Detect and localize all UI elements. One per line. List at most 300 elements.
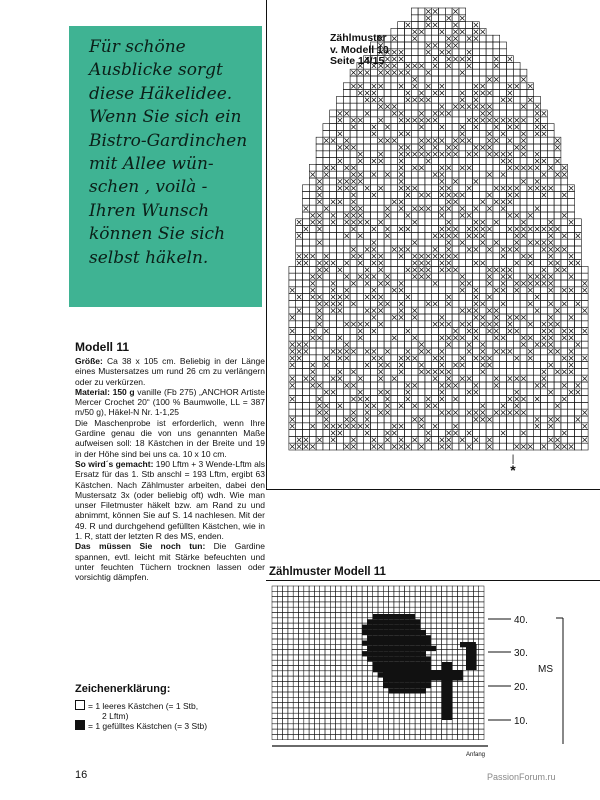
chart11-cell <box>463 586 468 591</box>
chart11-cell <box>468 634 473 639</box>
chart10-cross-mark <box>460 138 464 142</box>
chart10-cell <box>473 239 480 246</box>
chart10-cross-mark <box>474 438 478 442</box>
chart10-cell <box>357 226 364 233</box>
chart10-cross-mark <box>331 213 335 217</box>
chart10-cell <box>500 416 507 423</box>
chart10-cell <box>466 28 473 35</box>
chart10-cross-mark <box>555 404 559 408</box>
chart11-cell <box>320 597 325 602</box>
chart10-cross-mark <box>338 268 342 272</box>
chart10-cross-mark <box>487 152 491 156</box>
chart10-cell <box>568 321 575 328</box>
chart10-cross-mark <box>474 302 478 306</box>
chart10-cross-mark <box>494 376 498 380</box>
chart10-cross-mark <box>453 227 457 231</box>
chart10-cell <box>534 328 541 335</box>
chart10-cell <box>432 409 439 416</box>
chart10-cross-mark <box>406 383 410 387</box>
chart10-cell <box>466 96 473 103</box>
chart10-cell <box>452 117 459 124</box>
chart10-cross-mark <box>358 91 362 95</box>
chart11-cell <box>468 613 473 618</box>
chart10-cell <box>323 219 330 226</box>
chart10-cross-mark <box>290 356 294 360</box>
chart10-cell <box>547 355 554 362</box>
chart10-cell <box>459 219 466 226</box>
chart11-cell <box>463 703 468 708</box>
chart10-cell <box>377 334 384 341</box>
chart11-cell <box>336 713 341 718</box>
chart10-cell <box>371 110 378 117</box>
chart10-cell <box>527 368 534 375</box>
chart10-cross-mark <box>528 336 532 340</box>
chart10-cell <box>357 185 364 192</box>
chart10-cell <box>581 348 588 355</box>
chart10-cross-mark <box>379 356 383 360</box>
chart11-cell <box>336 613 341 618</box>
chart10-cell <box>398 382 405 389</box>
chart10-cross-mark <box>474 23 478 27</box>
chart10-cell <box>296 321 303 328</box>
chart10-cell <box>303 409 310 416</box>
chart10-cell <box>337 239 344 246</box>
intro-line: Ausblicke sorgt <box>89 60 223 81</box>
chart10-cross-mark <box>358 261 362 265</box>
chart10-cell <box>493 110 500 117</box>
chart10-cell <box>418 307 425 314</box>
chart10-cell <box>411 300 418 307</box>
chart10-cell <box>507 294 514 301</box>
chart11-cell <box>399 729 404 734</box>
chart10-cell <box>459 341 466 348</box>
chart11-cell <box>325 597 330 602</box>
chart10-cell <box>405 171 412 178</box>
chart10-cell <box>459 409 466 416</box>
chart11-cell <box>330 660 335 665</box>
chart10-cell <box>371 103 378 110</box>
chart11-cell <box>394 703 399 708</box>
chart10-cell <box>343 96 350 103</box>
chart11-cell <box>283 681 288 686</box>
chart10-cell <box>568 416 575 423</box>
chart11-cell <box>473 628 478 633</box>
chart10-cell <box>364 164 371 171</box>
chart10-cell <box>513 362 520 369</box>
chart10-cell <box>527 205 534 212</box>
chart11-cell <box>293 724 298 729</box>
chart11-cell <box>367 666 372 671</box>
chart10-cross-mark <box>447 186 451 190</box>
chart10-cross-mark <box>351 206 355 210</box>
chart11-cell <box>431 692 436 697</box>
chart11-cell <box>314 692 319 697</box>
chart10-cross-mark <box>433 322 437 326</box>
chart10-cell <box>316 280 323 287</box>
chart10-cell <box>384 192 391 199</box>
chart10-cell <box>371 219 378 226</box>
chart11-cell <box>373 729 378 734</box>
chart10-cell <box>439 22 446 29</box>
chart10-cell <box>479 334 486 341</box>
chart10-cell <box>541 232 548 239</box>
chart10-cross-mark <box>515 390 519 394</box>
chart10-cell <box>479 396 486 403</box>
chart10-cross-mark <box>399 363 403 367</box>
chart10-cross-mark <box>447 295 451 299</box>
chart10-cell <box>513 266 520 273</box>
chart10-cell <box>303 273 310 280</box>
chart11-cell <box>293 708 298 713</box>
chart10-cell <box>343 83 350 90</box>
chart10-cell <box>316 443 323 450</box>
chart11-cell <box>420 613 425 618</box>
chart11-cell <box>394 591 399 596</box>
chart10-cell <box>534 321 541 328</box>
chart10-cell <box>473 253 480 260</box>
chart11-cell <box>346 602 351 607</box>
chart10-cell <box>330 368 337 375</box>
chart10-cell <box>473 56 480 63</box>
chart10-cross-mark <box>304 444 308 448</box>
chart10-cell <box>445 423 452 430</box>
chart10-cell <box>337 382 344 389</box>
chart10-cross-mark <box>501 431 505 435</box>
chart10-cross-mark <box>297 261 301 265</box>
chart10-cell <box>405 49 412 56</box>
chart11-cell <box>330 597 335 602</box>
chart10-cross-mark <box>385 274 389 278</box>
chart10-cell <box>527 219 534 226</box>
chart10-cell <box>575 409 582 416</box>
chart10-cross-mark <box>297 254 301 258</box>
chart11-cell <box>357 671 362 676</box>
chart10-cross-mark <box>535 295 539 299</box>
chart11-cell <box>341 644 346 649</box>
chart10-cell <box>418 409 425 416</box>
chart10-cell <box>568 396 575 403</box>
chart10-cell <box>303 430 310 437</box>
chart10-cell <box>466 130 473 137</box>
chart11-cell <box>468 713 473 718</box>
chart11-cell <box>330 713 335 718</box>
chart10-cell <box>459 389 466 396</box>
chart11-cell <box>288 607 293 612</box>
chart11-cell <box>325 655 330 660</box>
chart10-cross-mark <box>515 84 519 88</box>
chart11-cell <box>399 724 404 729</box>
chart11-cell <box>436 660 441 665</box>
chart10-cross-mark <box>351 186 355 190</box>
chart11-cell <box>431 734 436 739</box>
chart11-cell <box>452 634 457 639</box>
chart10-cross-mark <box>467 349 471 353</box>
chart10-cross-mark <box>521 431 525 435</box>
chart10-cross-mark <box>358 424 362 428</box>
chart10-cross-mark <box>311 383 315 387</box>
chart10-cell <box>343 90 350 97</box>
chart10-cell <box>439 96 446 103</box>
chart10-cell <box>527 192 534 199</box>
chart10-cross-mark <box>460 91 464 95</box>
chart10-cross-mark <box>494 308 498 312</box>
chart11-cell <box>452 708 457 713</box>
chart11-cell <box>405 697 410 702</box>
chart11-cell <box>320 671 325 676</box>
chart10-cell <box>330 158 337 165</box>
chart10-cross-mark <box>290 329 294 333</box>
chart10-cross-mark <box>304 342 308 346</box>
chart11-cell <box>320 666 325 671</box>
chart10-cross-mark <box>474 227 478 231</box>
chart10-cell <box>391 402 398 409</box>
chart11-cell <box>420 618 425 623</box>
chart10-cell <box>459 368 466 375</box>
chart10-cell <box>500 42 507 49</box>
chart10-cell <box>418 8 425 15</box>
chart10-cell <box>459 198 466 205</box>
chart10-cell <box>391 226 398 233</box>
chart10-cross-mark <box>501 268 505 272</box>
chart11-cell <box>336 639 341 644</box>
chart10-cell <box>507 443 514 450</box>
chart11-cell <box>336 618 341 623</box>
chart10-cross-mark <box>426 370 430 374</box>
chart11-cell <box>336 681 341 686</box>
chart10-cell <box>343 362 350 369</box>
chart10-cell <box>364 389 371 396</box>
chart10-cell <box>513 205 520 212</box>
chart10-cross-mark <box>515 193 519 197</box>
chart10-cell <box>527 103 534 110</box>
chart10-cell <box>377 110 384 117</box>
chart11-cell <box>346 607 351 612</box>
chart10-cross-mark <box>351 247 355 251</box>
chart11-cell <box>309 734 314 739</box>
chart11-cell <box>272 591 277 596</box>
chart11-cell <box>314 655 319 660</box>
chart10-cell <box>547 198 554 205</box>
chart10-cell <box>459 294 466 301</box>
chart10-cross-mark <box>487 247 491 251</box>
chart11-cell <box>277 719 282 724</box>
chart10-cross-mark <box>474 247 478 251</box>
chart10-cross-mark <box>549 261 553 265</box>
chart11-cell <box>299 660 304 665</box>
chart10-cross-mark <box>528 322 532 326</box>
chart10-cross-mark <box>331 424 335 428</box>
chart10-cross-mark <box>474 206 478 210</box>
chart11-cell <box>426 586 431 591</box>
chart10-cross-mark <box>399 132 403 136</box>
legend-full-row <box>75 720 207 731</box>
chart10-cross-mark <box>508 91 512 95</box>
chart11-cell <box>452 618 457 623</box>
chart10-cell <box>350 389 357 396</box>
chart11-cell <box>346 681 351 686</box>
chart10-cell <box>384 219 391 226</box>
chart11-cell <box>341 639 346 644</box>
chart10-cell <box>493 178 500 185</box>
chart10-cell <box>500 362 507 369</box>
chart10-cross-mark <box>297 438 301 442</box>
chart11-cell <box>277 734 282 739</box>
chart11-cell <box>442 650 447 655</box>
chart10-cell <box>541 307 548 314</box>
chart10-cell <box>513 368 520 375</box>
chart10-cell <box>547 137 554 144</box>
chart11-cell <box>325 729 330 734</box>
chart10-cross-mark <box>399 84 403 88</box>
chart10-cross-mark <box>542 227 546 231</box>
chart10-cell <box>500 137 507 144</box>
chart10-cell <box>520 355 527 362</box>
chart11-cell <box>357 613 362 618</box>
chart11-cell <box>426 613 431 618</box>
chart10-cell <box>364 205 371 212</box>
chart11-cell <box>304 607 309 612</box>
chart11-cell <box>410 729 415 734</box>
chart10-cross-mark <box>460 336 464 340</box>
chart11-cell <box>341 586 346 591</box>
chart10-cell <box>323 341 330 348</box>
chart10-cell <box>527 158 534 165</box>
chart10-cross-mark <box>576 234 580 238</box>
chart10-cross-mark <box>501 172 505 176</box>
chart11-cell <box>352 597 357 602</box>
chart10-cross-mark <box>528 349 532 353</box>
chart10-cross-mark <box>311 376 315 380</box>
chart10-cell <box>405 76 412 83</box>
chart10-cell <box>405 178 412 185</box>
chart10-cross-mark <box>392 336 396 340</box>
chart10-cross-mark <box>447 193 451 197</box>
chart10-cross-mark <box>351 220 355 224</box>
chart10-cross-mark <box>542 370 546 374</box>
chart10-cell <box>561 341 568 348</box>
chart11-cell <box>463 591 468 596</box>
chart11-cell <box>314 628 319 633</box>
chart10-title-line: Zählmuster <box>330 32 387 44</box>
chart10-cell <box>479 76 486 83</box>
chart11-cell <box>458 655 463 660</box>
chart10-cell <box>445 124 452 131</box>
chart10-cross-mark <box>453 431 457 435</box>
chart10-cell <box>554 253 561 260</box>
chart10-cell <box>473 348 480 355</box>
chart10-cell <box>303 389 310 396</box>
chart10-cell <box>425 355 432 362</box>
chart10-cell <box>330 151 337 158</box>
chart10-cell <box>439 423 446 430</box>
chart10-cross-mark <box>338 159 342 163</box>
chart10-cross-mark <box>440 390 444 394</box>
chart11-cell <box>436 719 441 724</box>
chart10-cell <box>445 416 452 423</box>
chart11-cell <box>458 692 463 697</box>
chart10-cross-mark <box>542 274 546 278</box>
chart10-cell <box>452 110 459 117</box>
chart10-cross-mark <box>413 64 417 68</box>
chart10-cross-mark <box>426 431 430 435</box>
chart11-cell <box>436 655 441 660</box>
chart11-cell <box>272 724 277 729</box>
chart10-cross-mark <box>290 315 294 319</box>
chart11-cell <box>346 719 351 724</box>
chart10-cell <box>513 423 520 430</box>
chart10-cell <box>405 287 412 294</box>
chart10-cell <box>371 375 378 382</box>
chart10-cell <box>554 423 561 430</box>
chart11-cell <box>431 628 436 633</box>
chart11-cell <box>299 703 304 708</box>
chart10-cross-mark <box>440 349 444 353</box>
chart10-cell <box>452 436 459 443</box>
chart10-cell <box>391 368 398 375</box>
chart10-cell <box>479 69 486 76</box>
chart11-cell <box>357 650 362 655</box>
chart10-cell <box>554 294 561 301</box>
chart11-cell <box>299 623 304 628</box>
chart10-cell <box>513 348 520 355</box>
chart10-cell <box>439 280 446 287</box>
chart10-cross-mark <box>562 247 566 251</box>
chart11-cell <box>283 618 288 623</box>
chart10-cell <box>411 130 418 137</box>
chart10-cell <box>350 96 357 103</box>
chart10-cross-mark <box>549 315 553 319</box>
chart10-cell <box>330 321 337 328</box>
chart10-cross-mark <box>467 444 471 448</box>
chart10-cell <box>357 192 364 199</box>
chart10-cross-mark <box>508 410 512 414</box>
chart10-cross-mark <box>583 288 587 292</box>
chart10-cell <box>405 83 412 90</box>
chart11-cell <box>320 655 325 660</box>
chart10-cross-mark <box>481 302 485 306</box>
chart11-cell <box>304 655 309 660</box>
chart10-cell <box>554 192 561 199</box>
chart10-cell <box>384 96 391 103</box>
chart10-cell <box>520 110 527 117</box>
chart10-cell <box>330 328 337 335</box>
chart10-cross-mark <box>494 322 498 326</box>
intro-line: Bistro-Gardinchen <box>89 130 248 151</box>
chart10-cross-mark <box>399 288 403 292</box>
chart10-cell <box>520 368 527 375</box>
chart10-cell <box>405 423 412 430</box>
chart10-cross-mark <box>338 145 342 149</box>
chart10-cell <box>554 178 561 185</box>
chart11-cell <box>309 597 314 602</box>
chart10-cell <box>575 348 582 355</box>
chart10-cell <box>405 253 412 260</box>
chart11-cell <box>479 618 484 623</box>
chart11-cell <box>389 708 394 713</box>
chart10-cell <box>411 321 418 328</box>
chart11-cell <box>357 676 362 681</box>
chart10-cross-mark <box>508 397 512 401</box>
chart10-cell <box>357 280 364 287</box>
chart11-cell <box>389 591 394 596</box>
chart10-cross-mark <box>535 132 539 136</box>
chart10-cell <box>364 239 371 246</box>
chart11-cell <box>367 602 372 607</box>
chart11-cell <box>373 602 378 607</box>
chart11-cell <box>389 724 394 729</box>
chart11-cell <box>458 618 463 623</box>
chart11-cell <box>299 644 304 649</box>
